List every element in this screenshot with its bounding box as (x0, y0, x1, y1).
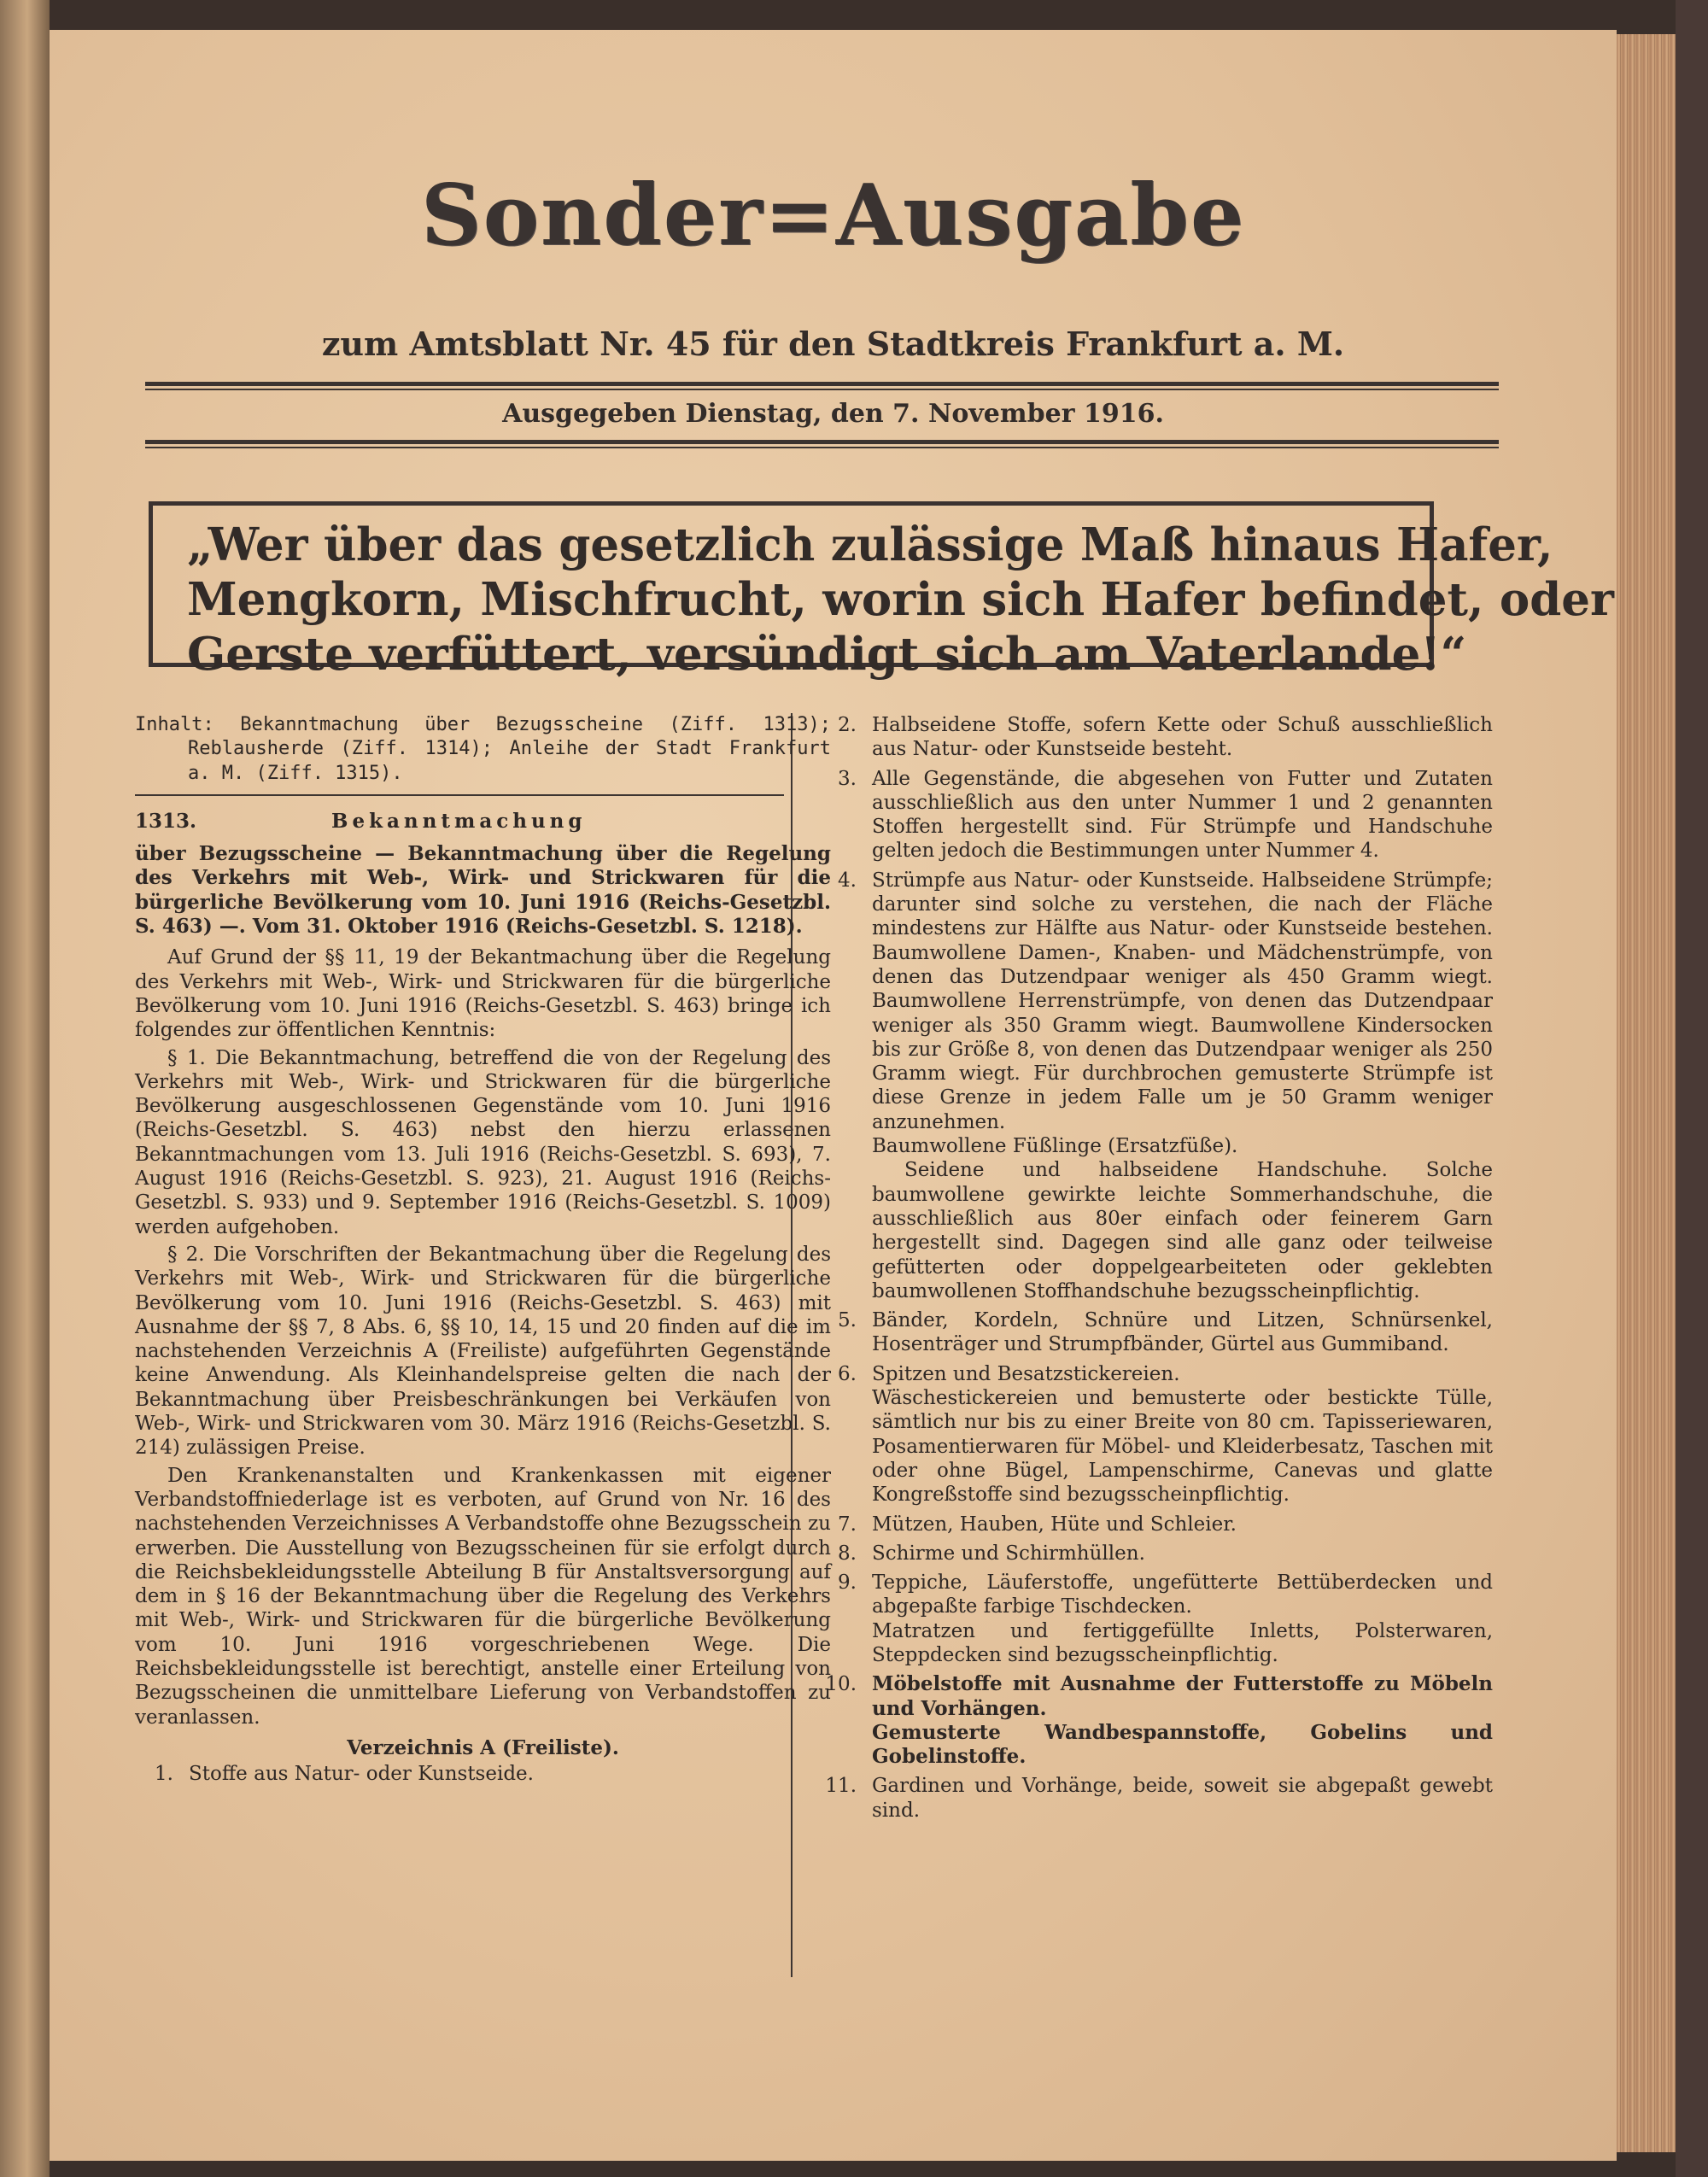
list-item-number: 2. (838, 714, 857, 736)
body-paragraph: § 2. Die Vorschriften der Bekantmachung über die Regelung des Verkehrs mit Web-, Wirk- und Strickwaren für die bürgerliche Bevölkerung vom 10. Juni 1916 (Reichs-Gesetzbl. S. 463) mit Ausnahme der §§ 7, 8 Abs. 6, §§ 10, 14, 15 und 20 finden auf die im nachstehenden Verzeichnis A (Freiliste) aufgeführten Gegenstände keine Anwendung. Als Kleinhandelspreise gelten die nach der Bekanntmachung über Preisbeschränkungen bei Verkäufen von Web-, Wirk- und Strickwaren vom 30. März 1916 (Reichs-Gesetzbl. S. 214) zulässigen Preise. (135, 1243, 831, 1460)
list-item-number: 5. (838, 1309, 857, 1332)
list-item-body (872, 1362, 1493, 1507)
list-item (818, 1571, 1493, 1667)
masthead-subtitle: zum Amtsblatt Nr. 45 für den Stadtkreis Frankfurt a. M. (321, 325, 1345, 363)
list-item-text: Strümpfe aus Natur- oder Kunstseide. Halbseidene Strümpfe; darunter sind solche zu verstehen, die nach der Fläche mindestens zur Hälfte aus Natur- oder Kunstseide bestehen. Baumwollene Damen-, Knaben- und Mädchenstrümpfe, von denen das Dutzendpaar weniger als 450 Gramm wiegt. Baumwollene Herrenstrümpfe, von denen das Dutzendpaar weniger als 350 Gramm wiegt. Baumwollene Kindersocken bis zur Größe 8, von denen das Dutzendpaar weniger als 250 Gramm wiegt. Für durchbrochen gemusterte Strümpfe ist diese Grenze in jedem Falle um je 50 Gramm weniger anzunehmen. (872, 869, 1493, 1133)
slogan-box (149, 501, 1614, 681)
list-item-extra: Wäschestickereien und bemusterte oder bestickte Tülle, sämtlich nur bis zu einer Breite von 80 cm. Tapisseriewaren, Posamentierwaren für Möbel- und Kleiderbesatz, Taschen mit oder ohne Bügel, Lampenschirme, Canevas und glatte Kongreßstoffe sind bezugsscheinpflichtig. (872, 1387, 1493, 1507)
book-binding-left (0, 0, 50, 2177)
list-item-text: Gardinen und Vorhänge, beide, soweit sie abgepaßt gewebt sind. (872, 1775, 1493, 1822)
list-item (818, 1774, 1493, 1823)
masthead-rule-top-thin (145, 389, 1499, 390)
issue-date: Ausgegeben Dienstag, den 7. November 1916. (502, 399, 1164, 429)
list-item-text: Halbseidene Stoffe, sofern Kette oder Schuß ausschließlich aus Natur- oder Kunstseide besteht. (872, 714, 1493, 761)
slogan-line: „Wer über das gesetzlich zulässige Maß hinaus Hafer, (187, 518, 1553, 571)
section-number: 1313. (135, 809, 197, 833)
list-item-extra: Baumwollene Füßlinge (Ersatzfüße). (872, 1135, 1238, 1158)
list-item-text: Schirme und Schirmhüllen. (872, 1542, 1145, 1565)
list-item (818, 1513, 1493, 1536)
list-item (135, 1762, 831, 1786)
list-item-number: 4. (838, 869, 857, 892)
list-item (818, 1542, 1493, 1565)
list-item-number: 11. (825, 1775, 857, 1798)
list-item-number: 10. (825, 1673, 857, 1696)
list-item-body (872, 1672, 1493, 1769)
list-item-text: Stoffe aus Natur- oder Kunstseide. (189, 1763, 534, 1786)
contents-summary: Inhalt: Bekanntmachung über Bezugsscheine (Ziff. 1313); Reblausherde (Ziff. 1314); Anleihe der Stadt Frankfurt a. M. (Ziff. 1315). (135, 714, 831, 784)
book-cover-edge (1676, 0, 1708, 2177)
list-item-number: 1. (155, 1763, 173, 1786)
list-item-text: Spitzen und Besatzstickereien. (872, 1362, 1180, 1385)
body-paragraph: Auf Grund der §§ 11, 19 der Bekantmachung über die Regelung des Verkehrs mit Web-, Wirk- und Strickwaren für die bürgerliche Bevölkerung vom 10. Juni 1916 (Reichs-Gesetzbl. S. 463) bringe ich folgendes zur öffentlichen Kenntnis: (135, 946, 831, 1042)
masthead-title: Sonder=Ausgabe (420, 167, 1246, 265)
list-item-text: Mützen, Hauben, Hüte und Schleier. (872, 1513, 1237, 1536)
masthead-rule-bottom-thin (145, 447, 1499, 448)
list-item-number: 3. (838, 767, 857, 790)
list-item-number: 9. (838, 1571, 857, 1595)
list-item-extra: Gemusterte Wandbespannstoffe, Gobelins und Gobelinstoffe. (872, 1720, 1493, 1769)
list-item (818, 1362, 1493, 1507)
list-item-number: 7. (838, 1513, 857, 1536)
list-item-body (872, 869, 1493, 1303)
list-heading: Verzeichnis A (Freiliste). (347, 1735, 619, 1759)
slogan-line: Gerste verfüttert, versündigt sich am Vaterlande!“ (187, 628, 1467, 681)
body-paragraph: § 1. Die Bekanntmachung, betreffend die von der Regelung des Verkehrs mit Web-, Wirk- und Strickwaren für die bürgerliche Bevölkerung ausgeschlossenen Gegenstände vom 10. Juni 1916 (Reichs-Gesetzbl. S. 463) nebst den hierzu erlassenen Bekanntmachungen vom 13. Juli 1916 (Reichs-Gesetzbl. S. 693), 7. August 1916 (Reichs-Gesetzbl. S. 923), 21. August 1916 (Reichs-Gesetzbl. S. 933) und 9. September 1916 (Reichs-Gesetzbl. S. 1009) werden aufgehoben. (135, 1046, 831, 1238)
newspaper-page (50, 30, 1617, 2161)
list-item-extra: Seidene und halbseidene Handschuhe. Solche baumwollene gewirkte leichte Sommerhandschuhe, die ausschließlich aus 80er einfach oder feinerem Garn hergestellt sind. Dagegen sind alle ganz oder teilweise gefütterten oder doppelgearbeiteten oder geklebten baumwollenen Stoffhandschuhe bezugsscheinpflichtig. (872, 1159, 1493, 1302)
left-column (135, 713, 831, 1791)
list-item-text: Alle Gegenstände, die abgesehen von Futter und Zutaten ausschließlich aus den unter Nummer 1 und 2 genannten Stoffen hergestellt sind. Für Strümpfe und Handschuhe gelten jedoch die Bestimmungen unter Nummer 4. (872, 767, 1493, 863)
contents-rule (135, 794, 784, 796)
list-item-text: Teppiche, Läuferstoffe, ungefütterte Bettüberdecken und abgepaßte farbige Tischdecken. (872, 1571, 1493, 1618)
slogan-line: Mengkorn, Mischfrucht, worin sich Hafer befindet, oder (187, 573, 1614, 626)
list-item-text: Möbelstoffe mit Ausnahme der Futterstoffe zu Möbeln und Vorhängen. (872, 1672, 1493, 1720)
section-label: Bekanntmachung (331, 809, 587, 833)
masthead-rule-bottom (145, 440, 1499, 444)
list-item (818, 869, 1493, 1303)
list-item-extra: Matratzen und fertiggefüllte Inletts, Polsterwaren, Steppdecken sind bezugsscheinpflichtig. (872, 1619, 1493, 1666)
masthead-rule-top (145, 382, 1499, 386)
list-item-number: 8. (838, 1542, 857, 1565)
section-subtitle: über Bezugsscheine — Bekanntmachung über die Regelung des Verkehrs mit Web-, Wirk- und Strickwaren für die bürgerliche Bevölkerung vom 10. Juni 1916 (Reichs-Gesetzbl. S. 463) —. Vom 31. Oktober 1916 (Reichs-Gesetzbl. S. 1218). (135, 842, 831, 939)
right-column (818, 713, 1493, 1828)
section-heading (135, 810, 831, 834)
list-item-text: Bänder, Kordeln, Schnüre und Litzen, Schnürsenkel, Hosenträger und Strumpfbänder, Gürtel aus Gummiband. (872, 1309, 1493, 1356)
list-item-body (872, 1571, 1493, 1667)
list-item (818, 1672, 1493, 1769)
list-item (818, 1308, 1493, 1357)
list-item-number: 6. (838, 1362, 857, 1385)
body-paragraph: Den Krankenanstalten und Krankenkassen mit eigener Verbandstoffniederlage ist es verboten, auf Grund von Nr. 16 des nachstehenden Verzeichnisses A Verbandstoffe ohne Bezugsschein zu erwerben. Die Ausstellung von Bezugsscheinen für sie erfolgt durch die Reichsbekleidungsstelle Abteilung B für Anstaltsversorgung auf dem in § 16 der Bekanntmachung über die Regelung des Verkehrs mit Web-, Wirk- und Strickwaren für die bürgerliche Bevölkerung vom 10. Juni 1916 vorgeschriebenen Wege. Die Reichsbekleidungsstelle ist berechtigt, anstelle einer Erteilung von Bezugsscheinen die unmittelbare Lieferung von Verbandstoffen zu veranlassen. (135, 1464, 831, 1729)
list-item (818, 767, 1493, 863)
list-item (818, 713, 1493, 762)
